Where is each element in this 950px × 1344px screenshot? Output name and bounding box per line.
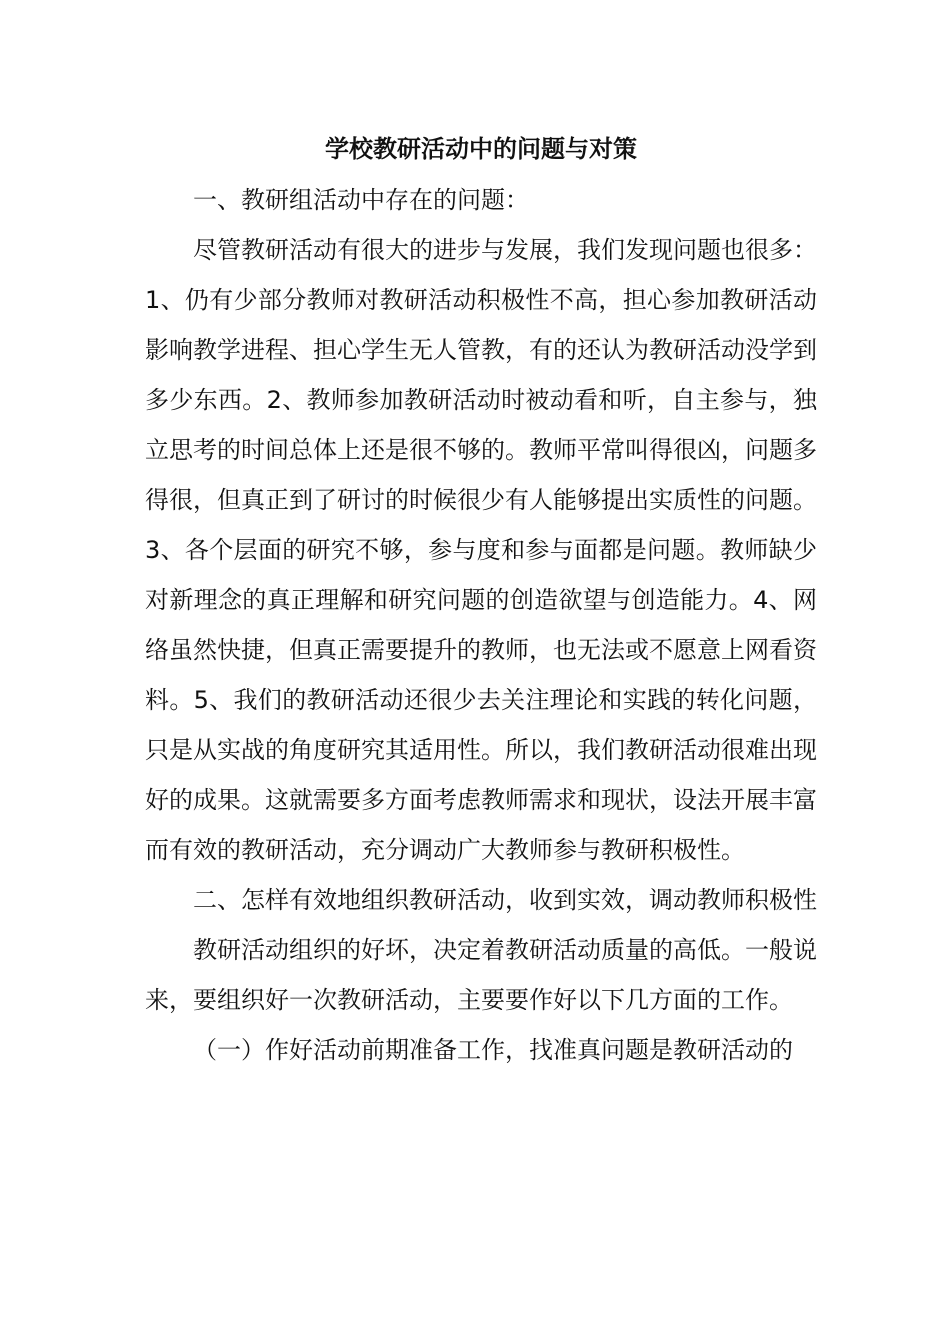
body-paragraph-2: 教研活动组织的好坏，决定着教研活动质量的高低。一般说来，要组织好一次教研活动，主要要作好以下几方面的工作。 [145, 936, 817, 1014]
body-paragraph-1: 尽管教研活动有很大的进步与发展，我们发现问题也很多：1、仍有少部分教师对教研活动积极性不高，担心参加教研活动影响教学进程、担心学生无人管教，有的还认为教研活动没学到多少东西。2、教师参加教研活动时被动看和听，自主参与，独立思考的时间总体上还是很不够的。教师平常叫得很凶，问题多得很，但真正到了研讨的时候很少有人能够提出实质性的问题。3、各个层面的研究不够，参与度和参与面都是问题。教师缺少对新理念的真正理解和研究问题的创造欲望与创造能力。4、网络虽然快捷，但真正需要提升的教师，也无法或不愿意上网看资料。5、我们的教研活动还很少去关注理论和实践的转化问题，只是从实战的角度研究其适用性。所以，我们教研活动很难出现好的成果。这就需要多方面考虑教师需求和现状，设法开展丰富而有效的教研活动，充分调动广大教师参与教研积极性。 [145, 236, 817, 864]
document-body [145, 124, 817, 1075]
section-heading-2: 二、怎样有效地组织教研活动，收到实效，调动教师积极性 [193, 886, 817, 914]
section-heading-1: 一、教研组活动中存在的问题： [193, 186, 529, 214]
subsection-heading-1: （一）作好活动前期准备工作，找准真问题是教研活动的 [193, 1036, 793, 1064]
document-title: 学校教研活动中的问题与对策 [325, 135, 637, 163]
